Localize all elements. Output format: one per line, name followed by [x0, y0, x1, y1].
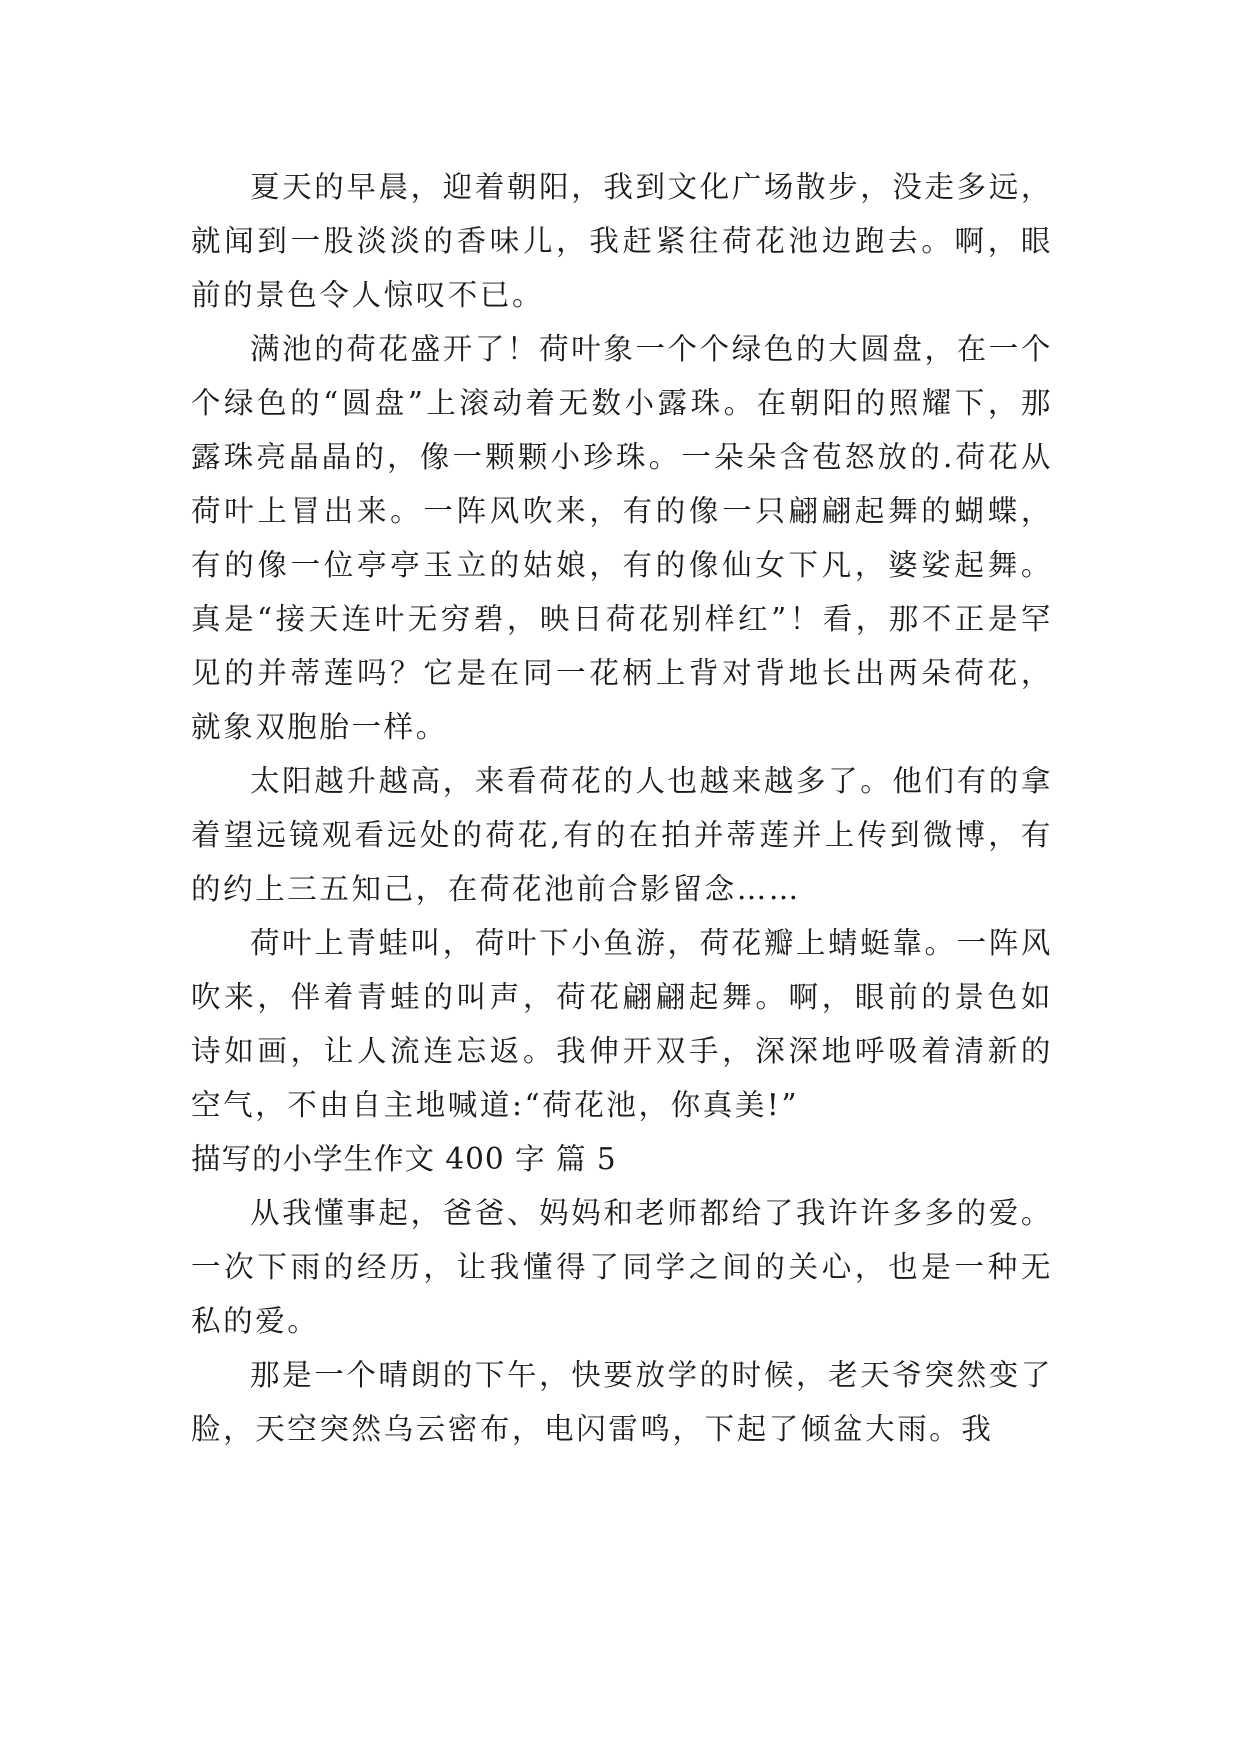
document-body — [191, 160, 1053, 1456]
paragraph: 太阳越升越高，来看荷花的人也越来越多了。他们有的拿着望远镜观看远处的荷花,有的在拍并蒂莲并上传到微博，有的约上三五知己，在荷花池前合影留念…… — [191, 764, 1053, 906]
paragraph: 那是一个晴朗的下午，快要放学的时候，老天爷突然变了脸，天空突然乌云密布，电闪雷鸣，下起了倾盆大雨。我 — [191, 1358, 1053, 1446]
paragraph: 满池的荷花盛开了！荷叶象一个个绿色的大圆盘，在一个个绿色的“圆盘”上滚动着无数小露珠。在朝阳的照耀下，那露珠亮晶晶的，像一颗颗小珍珠。一朵朵含苞怒放的.荷花从荷叶上冒出来。一阵风吹来，有的像一只翩翩起舞的蝴蝶，有的像一位亭亭玉立的姑娘，有的像仙女下凡，婆娑起舞。真是“接天连叶无穷碧，映日荷花别样红”！看，那不正是罕见的并蒂莲吗？它是在同一花柄上背对背地长出两朵荷花，就象双胞胎一样。 — [191, 332, 1053, 744]
section-heading: 描写的小学生作文 400 字 篇 5 — [191, 1142, 617, 1176]
paragraph: 从我懂事起，爸爸、妈妈和老师都给了我许许多多的爱。一次下雨的经历，让我懂得了同学之间的关心，也是一种无私的爱。 — [191, 1196, 1053, 1338]
paragraph: 荷叶上青蛙叫，荷叶下小鱼游，荷花瓣上蜻蜓靠。一阵风吹来，伴着青蛙的叫声，荷花翩翩起舞。啊，眼前的景色如诗如画，让人流连忘返。我伸开双手，深深地呼吸着清新的空气，不由自主地喊道:“荷花池，你真美!” — [191, 926, 1053, 1122]
paragraph: 夏天的早晨，迎着朝阳，我到文化广场散步，没走多远，就闻到一股淡淡的香味儿，我赶紧往荷花池边跑去。啊，眼前的景色令人惊叹不已。 — [191, 170, 1053, 312]
